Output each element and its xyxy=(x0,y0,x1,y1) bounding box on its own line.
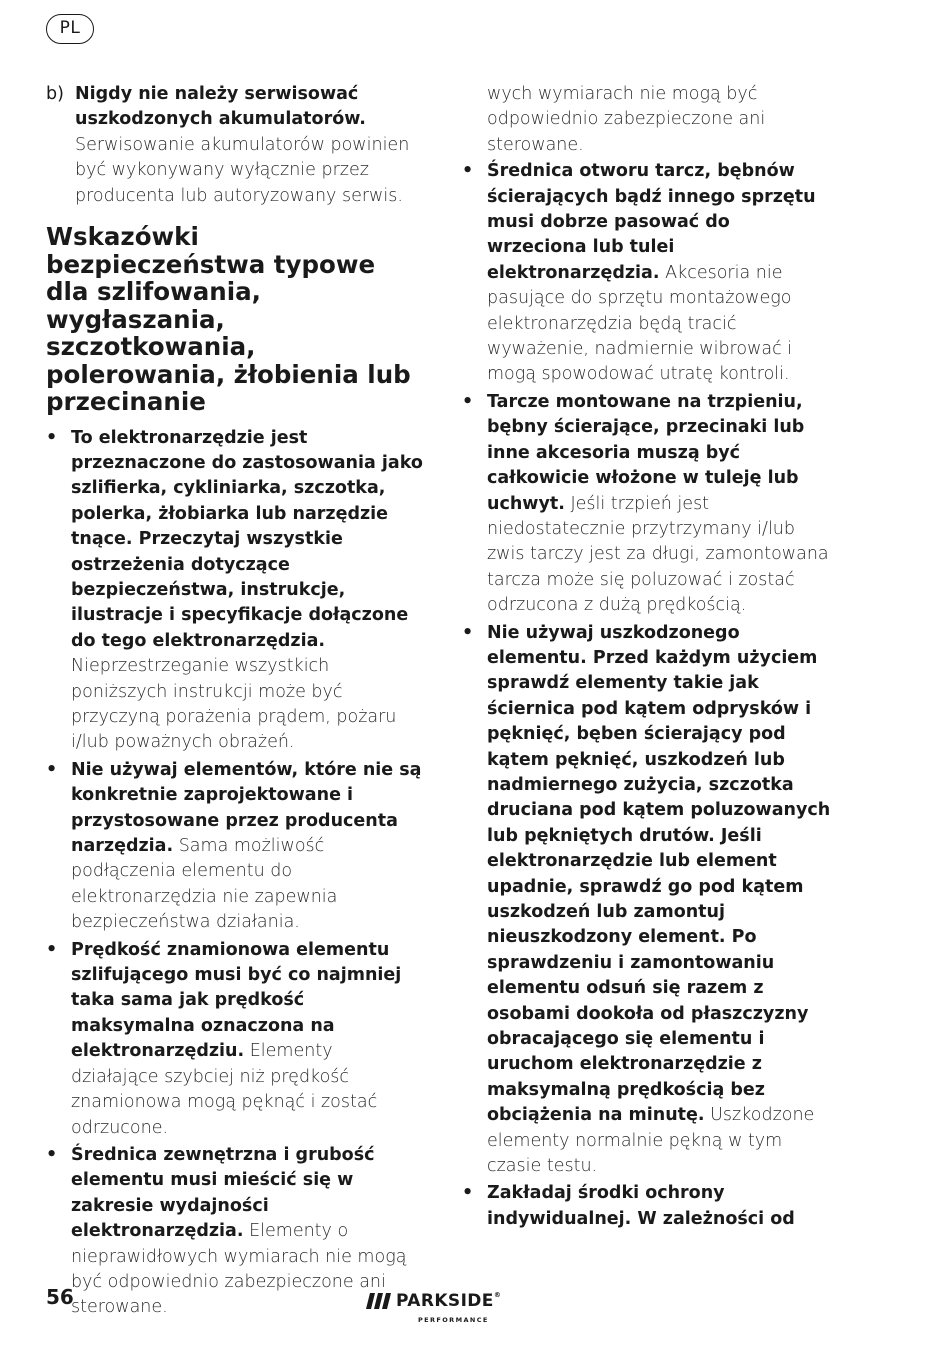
item-bold: Prędkość znamionowa elementu szlifującego musi być co najmniej taka sama jak prędkość maksymalna oznaczona na elektronarzędziu. xyxy=(71,939,402,1062)
bullet-icon: • xyxy=(462,391,474,412)
brand-logo xyxy=(366,1291,526,1331)
bullet-icon: • xyxy=(462,1183,474,1204)
bullet-icon: • xyxy=(46,939,58,960)
bullet-icon: • xyxy=(462,622,474,643)
page-number: 56 xyxy=(46,1285,74,1309)
item-text: Nieprzestrzeganie wszystkich poniższych instrukcji może być przyczyną porażenia prądem, pożaru i/lub poważnych obrażeń. xyxy=(71,656,397,753)
item-b-text: Serwisowanie akumulatorów powinien być wykonywany wyłącznie przez producenta lub autoryzowany serwis. xyxy=(75,134,410,206)
left-column xyxy=(46,82,424,1323)
section-heading: Wskazówki bezpieczeństwa typowe dla szlifowania, wygłaszania, szczotkowania, polerowania, żłobienia lub przecinanie xyxy=(46,222,411,417)
item-bold: To elektronarzędzie jest przeznaczone do zastosowania jako szlifierka, cykliniarka, szczotka, polerka, żłobiarka lub narzędzie tnące. Przeczytaj wszystkie ostrzeżenia dotyczące bezpieczeństwa, instrukcje, ilustracje i specyfikacje dołączone do tego elektronarzędzia. xyxy=(71,427,423,651)
item-text: Akcesoria nie pasujące do sprzętu montażowego elektronarzędzia będą tracić wyważenie, nadmiernie wibrować i mogą spowodować utratę kontroli. xyxy=(487,262,793,385)
list-item xyxy=(462,621,834,1180)
brand-name-text: PARKSIDE xyxy=(396,1291,494,1311)
list-item xyxy=(462,390,834,619)
language-badge: PL xyxy=(46,14,94,44)
right-column xyxy=(462,82,834,1234)
list-item xyxy=(46,758,424,936)
list-item xyxy=(462,159,834,388)
item-bold: Średnica otworu tarcz, bębnów ścierających bądź innego sprzętu musi dobrze pasować do wrzeciona lub tulei elektronarzędzia. xyxy=(487,161,816,283)
brand-name xyxy=(396,1291,501,1311)
continuation-text xyxy=(462,82,834,158)
brand-registered-mark: ® xyxy=(493,1291,502,1299)
bullet-icon: • xyxy=(46,759,58,780)
item-bold: Nie używaj uszkodzonego elementu. Przed każdym użyciem sprawdź elementy takie jak ściernica pod kątem odprysków i pęknięć, bęben ścierający pod kątem pęknięć, uszkodzeń lub nadmiernego zużycia, szczotka druciana pod kątem poluzowanych lub pękniętych drutów. Jeśli elektronarzędzie lub element upadnie, sprawdź go pod kątem uszkodzeń lub zamontuj nieuszkodzony element. Po sprawdzeniu i zamontowaniu elementu odsuń się razem z osobami dookoła od płaszczyzny obracającego się elementu i uruchom elektronarzędzie z maksymalną prędkością bez obciążenia na minutę. xyxy=(487,622,831,1126)
list-item xyxy=(46,426,424,756)
item-text: Jeśli trzpień jest niedostatecznie przytrzymany i/lub zwis tarczy jest za długi, zamontowana tarcza może się poluzować i zostać odrzucona z dużą prędkością. xyxy=(487,493,829,616)
item-bold: Zakładaj środki ochrony indywidualnej. W zależności od xyxy=(487,1183,795,1229)
item-b-bold: Nigdy nie należy serwisować uszkodzonych akumulatorów. xyxy=(75,84,366,130)
continuation-text-body: wych wymiarach nie mogą być odpowiednio zabezpieczone ani sterowane. xyxy=(487,84,766,155)
list-item xyxy=(462,1181,834,1232)
item-bold: Nie używaj elementów, które nie są konkretnie zaprojektowane i przystosowane przez producenta narzędzia. xyxy=(71,759,422,857)
list-item xyxy=(46,938,424,1141)
brand-subtitle: PERFORMANCE xyxy=(418,1316,489,1324)
item-bold: Tarcze montowane na trzpieniu, bębny ścierające, przecinaki lub inne akcesoria muszą być całkowicie włożone w tuleję lub uchwyt. xyxy=(487,391,805,514)
list-marker: b) xyxy=(46,84,64,104)
bullet-icon: • xyxy=(46,427,58,448)
bullet-icon: • xyxy=(46,1144,58,1165)
list-item-b xyxy=(46,82,424,209)
item-bold: Średnica zewnętrzna i grubość elementu musi mieścić się w zakresie wydajności elektronarzędzia. xyxy=(71,1144,375,1242)
item-text: Elementy o nieprawidłowych wymiarach nie mogą być odpowiednio zabezpieczone ani sterowane. xyxy=(71,1221,407,1318)
item-text: Elementy działające szybciej niż prędkość znamionowa mogą pęknąć i zostać odrzucone. xyxy=(71,1041,378,1138)
item-text: Sama możliwość podłączenia elementu do elektronarzędzia nie zapewnia bezpieczeństwa działania. xyxy=(71,836,338,933)
bullet-icon: • xyxy=(462,161,474,182)
item-text: Uszkodzone elementy normalnie pękną w tym czasie testu. xyxy=(487,1105,815,1177)
brand-slashes-icon xyxy=(366,1293,392,1309)
